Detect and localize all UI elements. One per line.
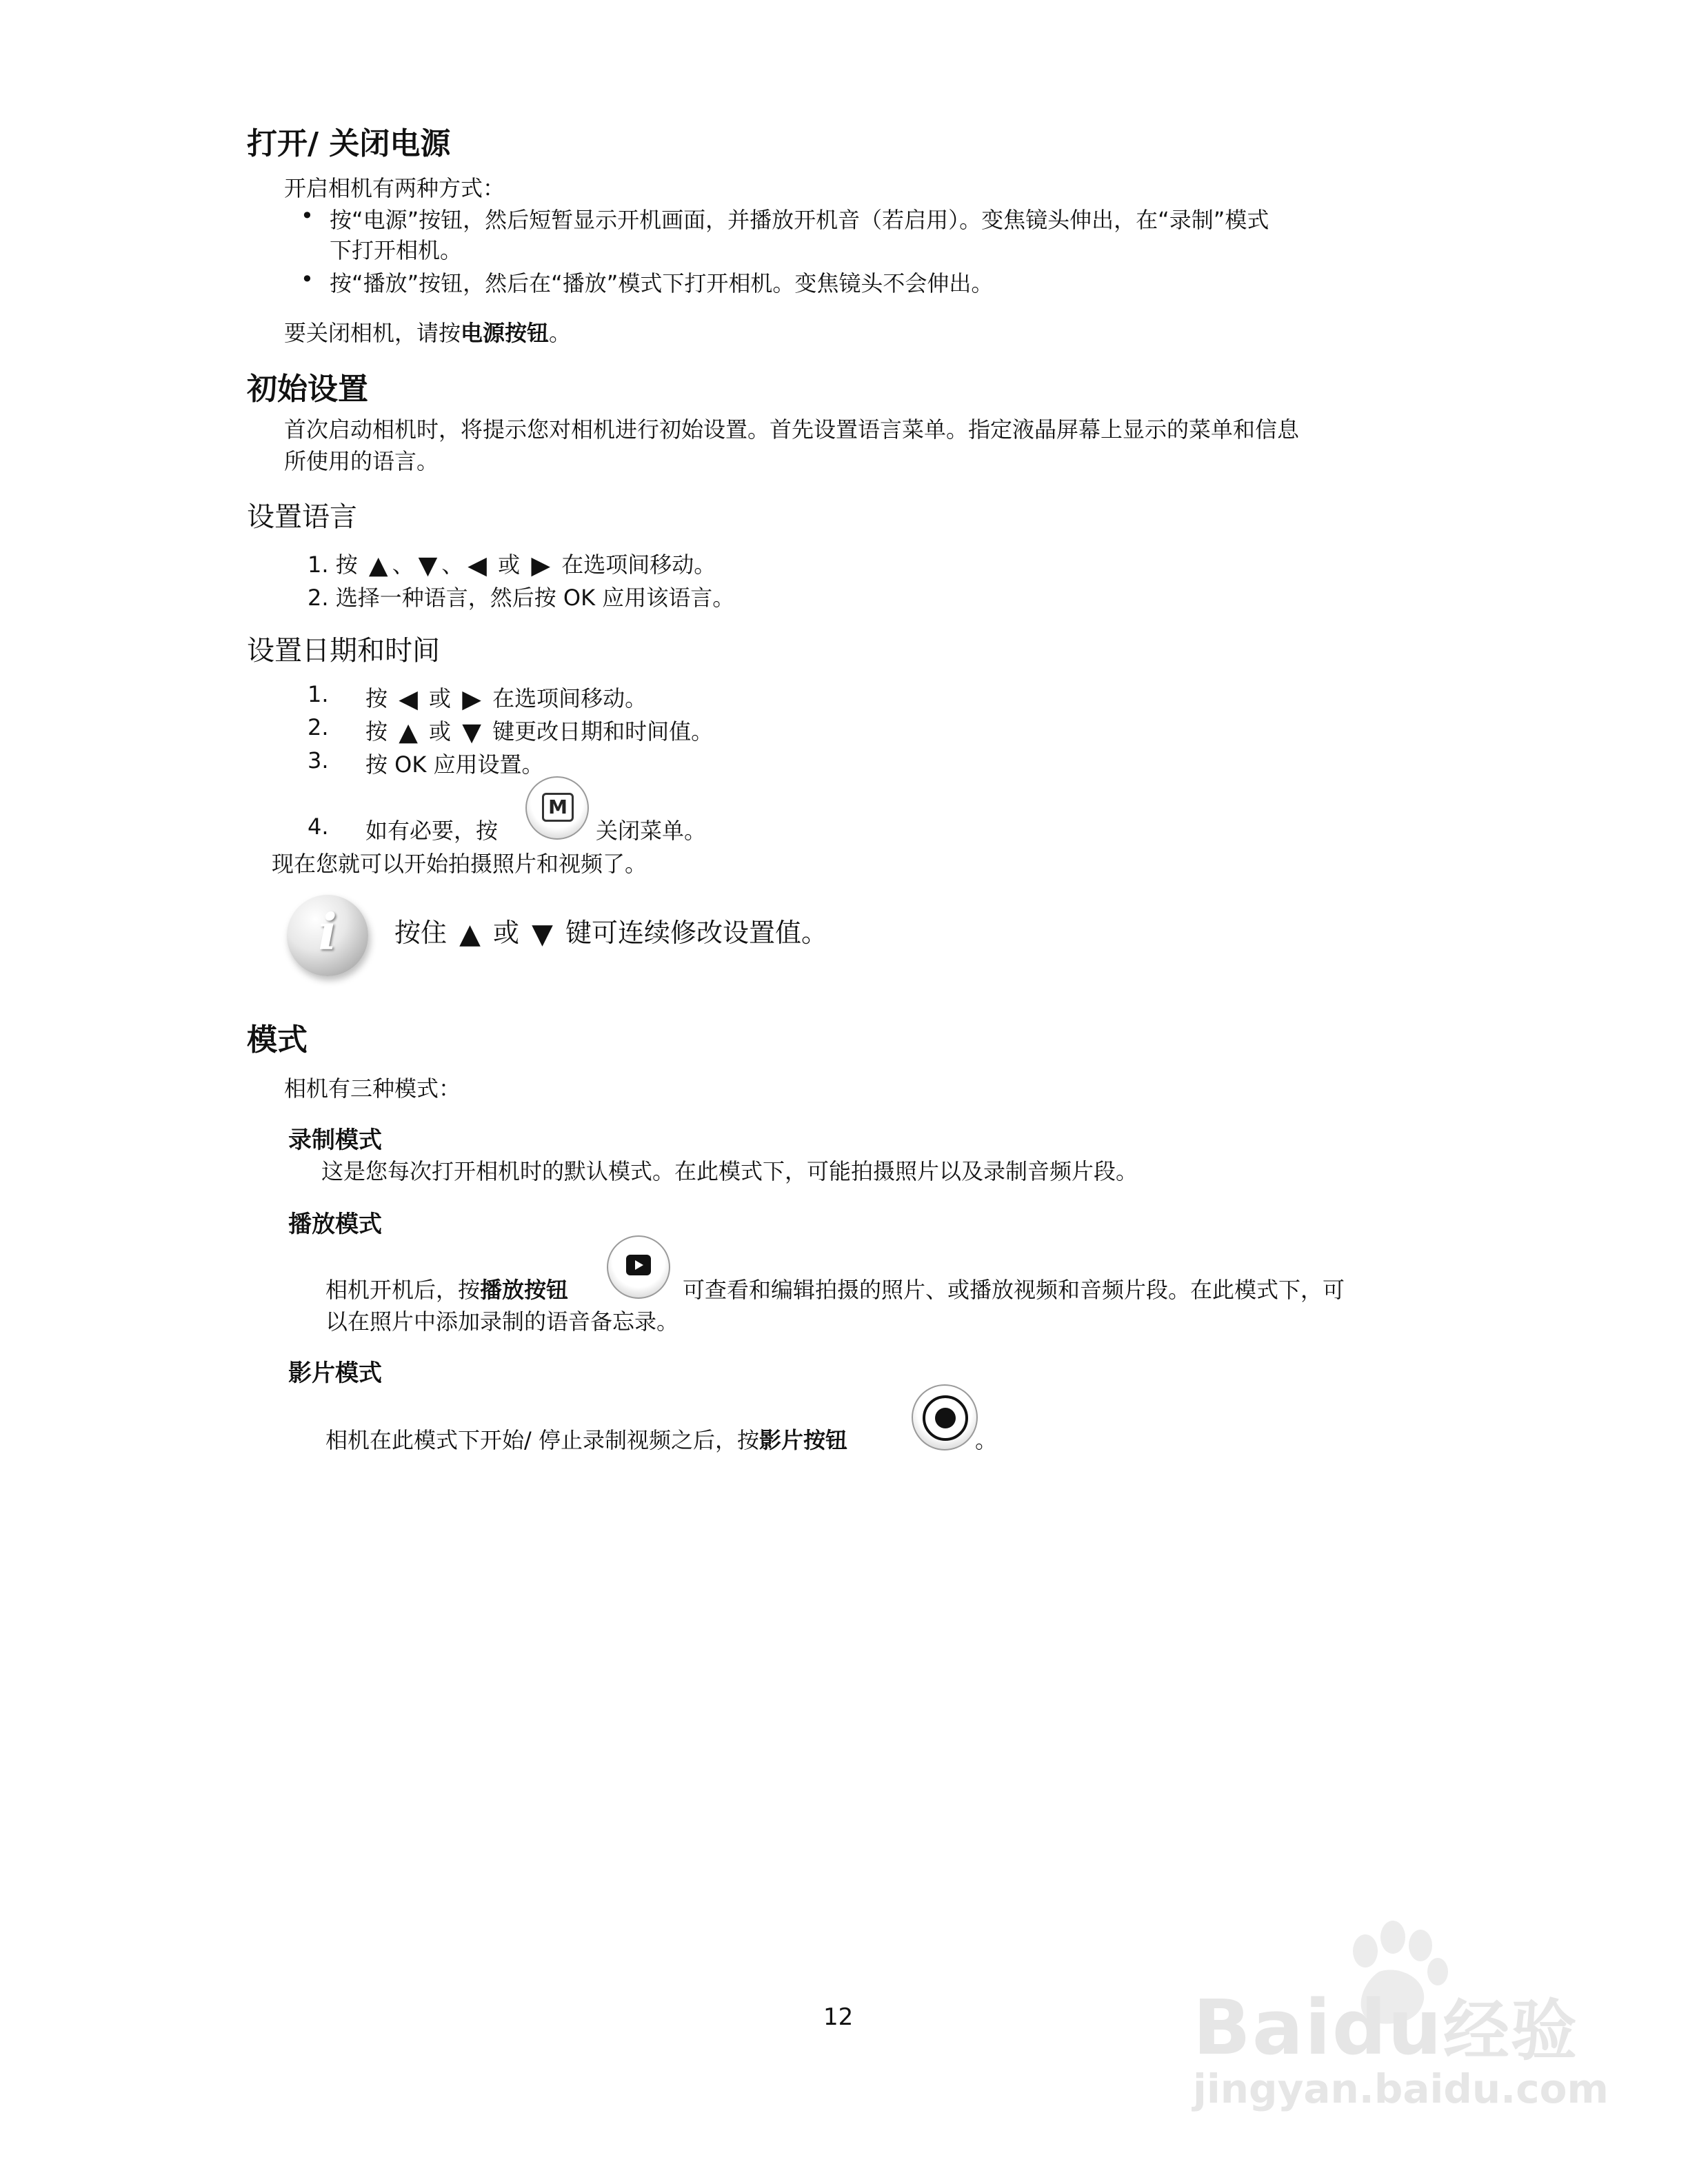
bullet-1-line2: 下打开相机。 — [330, 237, 463, 263]
section-title-datetime: 设置日期和时间 — [247, 635, 440, 667]
watermark-url: jingyan.baidu.com — [1193, 2065, 1609, 2112]
play-triangle-icon — [635, 1260, 643, 1270]
playback-pre — [325, 1273, 568, 1304]
or-text: 或 — [429, 718, 452, 745]
play-button-body — [626, 1255, 651, 1275]
bullet-dot: • — [301, 203, 314, 229]
step-text: 在选项间移动。 — [561, 552, 716, 578]
note-post: 键可连续修改设置值。 — [565, 918, 827, 948]
note-pre: 按住 — [394, 918, 448, 948]
bullet-dot: • — [301, 266, 314, 292]
down-arrow-icon: ▼ — [418, 552, 438, 580]
menu-button-icon — [525, 776, 589, 840]
power-intro: 开启相机有两种方式： — [284, 175, 505, 201]
movie-record-button-icon — [912, 1384, 978, 1450]
section-title-power: 打开/ 关闭电源 — [247, 126, 451, 161]
step-text: 在选项间移动。 — [492, 685, 647, 711]
right-arrow-icon: ▶ — [462, 685, 481, 714]
up-arrow-icon: ▲ — [368, 552, 388, 580]
step-number: 1. — [308, 552, 329, 578]
separator: 、 — [392, 552, 414, 578]
step-text: 按 — [365, 685, 388, 711]
menu-key-glyph: M — [542, 793, 574, 822]
datetime-step-3: 按 OK 应用设置。 — [365, 751, 544, 778]
down-arrow-icon: ▼ — [532, 918, 553, 950]
initial-para-line1: 首次启动相机时，将提示您对相机进行初始设置。首先设置语言菜单。指定液晶屏幕上显示的菜单和信息 — [284, 416, 1300, 443]
right-arrow-icon: ▶ — [531, 552, 551, 580]
info-glyph: i — [318, 902, 337, 961]
modes-intro: 相机有三种模式： — [284, 1075, 461, 1102]
up-arrow-icon: ▲ — [459, 918, 481, 950]
movie-ring — [923, 1395, 968, 1441]
play-button-icon — [607, 1235, 670, 1299]
or-text: 或 — [492, 918, 519, 948]
step-text: 按 — [335, 552, 358, 578]
movie-pre — [325, 1423, 847, 1455]
datetime-step-num-4: 4. — [308, 813, 329, 840]
or-text: 或 — [429, 685, 452, 711]
datetime-step-1 — [365, 681, 647, 714]
down-arrow-icon: ▼ — [462, 718, 481, 747]
baidu-watermark-logo — [1193, 1903, 1609, 2112]
playback-mode-title: 播放模式 — [288, 1211, 382, 1238]
power-off-text — [284, 316, 571, 347]
section-title-initial: 初始设置 — [247, 372, 368, 407]
power-button-label: 电源按钮 — [461, 320, 550, 346]
or-text: 或 — [498, 552, 521, 578]
playback-button-label: 播放按钮 — [480, 1277, 569, 1303]
datetime-step-num-2: 2. — [308, 714, 329, 740]
watermark-brand-du: du — [1332, 1983, 1443, 2072]
record-dot-icon — [935, 1408, 956, 1428]
step-text: 键更改日期和时间值。 — [492, 718, 714, 745]
datetime-step-2 — [365, 714, 713, 747]
power-off-prefix: 要关闭相机，请按 — [284, 320, 461, 346]
record-mode-title: 录制模式 — [288, 1126, 382, 1154]
bullet-2: 按“播放”按钮，然后在“播放”模式下打开相机。变焦镜头不会伸出。 — [330, 270, 994, 296]
left-arrow-icon: ◀ — [399, 685, 418, 714]
movie-button-label: 影片按钮 — [758, 1427, 847, 1453]
language-step-2: 2. 选择一种语言，然后按 OK 应用该语言。 — [308, 585, 735, 611]
up-arrow-icon: ▲ — [399, 718, 418, 747]
movie-mode-title: 影片模式 — [288, 1359, 382, 1387]
page-number: 12 — [823, 2003, 854, 2031]
power-off-suffix: 。 — [549, 320, 572, 346]
datetime-step-4-post: 关闭菜单。 — [596, 818, 707, 844]
section-title-language: 设置语言 — [247, 501, 357, 533]
initial-para-line2: 所使用的语言。 — [284, 448, 439, 474]
step-text: 按 — [365, 718, 388, 745]
section-title-modes: 模式 — [247, 1022, 308, 1058]
watermark-brand-bai: Bai — [1193, 1983, 1332, 2072]
movie-pre-text: 相机在此模式下开始/ 停止录制视频之后，按 — [325, 1427, 759, 1453]
movie-post: 。 — [975, 1427, 998, 1453]
datetime-closing: 现在您就可以开始拍摄照片和视频了。 — [272, 851, 647, 877]
info-icon — [287, 895, 368, 976]
watermark-brand-cn: 经验 — [1443, 1992, 1578, 2070]
playback-line2: 以在照片中添加录制的语音备忘录。 — [325, 1308, 679, 1335]
datetime-step-num-1: 1. — [308, 681, 329, 707]
datetime-step-4-pre: 如有必要，按 — [365, 818, 499, 844]
left-arrow-icon: ◀ — [468, 552, 487, 580]
bullet-1-line1: 按“电源”按钮，然后短暂显示开机画面，并播放开机音（若启用）。变焦镜头伸出，在“录制”模式 — [330, 207, 1269, 233]
datetime-step-num-3: 3. — [308, 747, 329, 774]
watermark-brand — [1193, 1979, 1578, 2073]
playback-pre-text: 相机开机后，按 — [325, 1277, 481, 1303]
language-step-1 — [308, 547, 716, 580]
separator: 、 — [441, 552, 464, 578]
playback-post: 可查看和编辑拍摄的照片、或播放视频和音频片段。在此模式下，可 — [683, 1277, 1345, 1303]
record-mode-text: 这是您每次打开相机时的默认模式。在此模式下，可能拍摄照片以及录制音频片段。 — [321, 1158, 1138, 1184]
note-text — [394, 911, 827, 950]
